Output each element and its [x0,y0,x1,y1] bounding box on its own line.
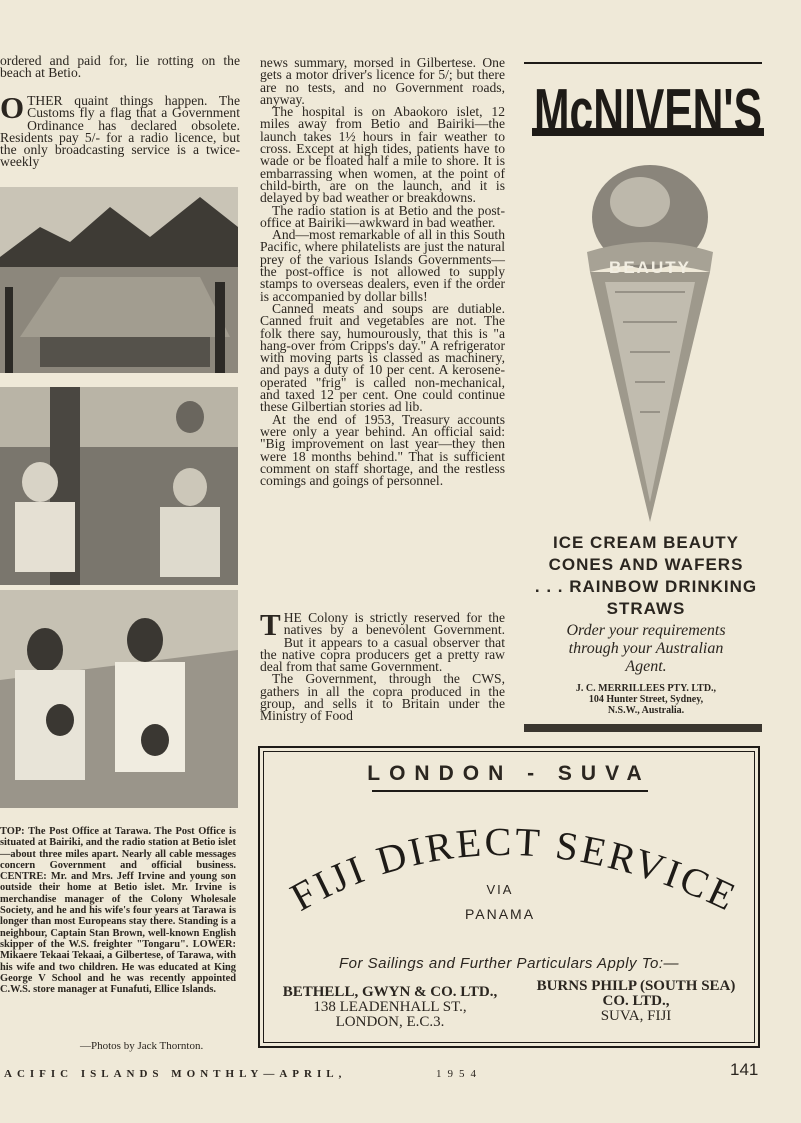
photo-credit: —Photos by Jack Thornton. [80,1040,204,1052]
mid-p2: The hospital is on Abaokoro islet, 12 miles away from Betio and Bairiki—the launch takes 1½ hours in fair weather to cross. Except at high tides, patients have to wade or be floated half a mile to shore. It is embarrassing when women, at the point of child-birth, are on the launch, and it is delayed by bad weather or breakdowns. [260,104,505,206]
mid-p6: At the end of 1953, Treasury accounts were only a year behind. An official said: "Big improvement on last year—they then were 18 months behind." That is sufficient comment on staff shortage, and the restless comings and goings of personnel. [260,411,505,489]
sailings-text: For Sailings and Further Particulars Apply To:— [338,955,680,972]
shipping-route: LONDON - SUVA [367,762,651,785]
mcnivens-brand: McNIVEN'S [534,77,762,144]
footer-year: 1954 [436,1068,482,1080]
mid-p4: And—most remarkable of all in this South Pacific, where philatelists are just the natural prey of the various Islands Governments—the post-office is not allowed to supply stamps to overseas dealers, even if the order is accompanied by dollar bills! [260,227,505,304]
route-underline [372,790,648,792]
photo-post-office [0,187,238,373]
mid-p8: The Government, through the CWS, gathers in all the copra produced in the group, and sells it to Britain under the Ministry of Food [260,671,505,724]
footer-magazine-name: ACIFIC ISLANDS MONTHLY—APRIL, [4,1068,347,1080]
photo-caption: TOP: The Post Office at Tarawa. The Post Office is situated at Bairiki, and the radio station at Betio islet—about three miles apart. Nearly all cable messages concern Government and official business. CENTRE: Mr. and Mrs. Jeff Irvine and young son outside their home at Betio islet. Mr. Irvine is merchandise manager of the Colony Wholesale Society, and he and his wife's four years at Tarawa is longer than most Europeans stay there. Standing is a neighbour, Captain Stan Brown, well-known English skipper of the W.S. freighter "Tongaru". LOWER: Mikaere Tekaai Tekaai, a Gilbertese, of Tarawa, with his wife and two children. He was educated at King George V School and he was recently appointed C.W.S. store manager at Funafuti, Ellice Islands. [0,826,236,996]
drop-cap: O [0,90,25,125]
mid-p3: The radio station is at Betio and the post-office at Bairiki—awkward in bad weather. [260,202,505,230]
cone-beauty-label: BEAUTY [609,258,691,277]
mcnivens-headline: ICE CREAM BEAUTY CONES AND WAFERS . . . RAINBOW DRINKING STRAWS [534,533,758,618]
agent-bethell: BETHELL, GWYN & CO. LTD., 138 LEADENHALL ST., LONDON, E.C.3. [282,984,498,1030]
ad-top-rule [524,62,762,64]
agent-burns-philp: BURNS PHILP (SOUTH SEA) CO. LTD., SUVA, FIJI [536,978,736,1024]
ice-cream-cone-image [585,162,715,532]
mcnivens-logo [532,72,764,144]
left-column-paragraph: OTHER quaint things happen. The Customs fly a flag that a Government Ordinance has declared obsolete. Residents pay 5/- for a radio licence, but the only broadcasting service is a twice-weekly [0,90,240,170]
middle-column [260,57,505,487]
mid-p1: news summary, morsed in Gilbertese. One gets a motor driver's licence for 5/; but there are no tests, and no Government roads, anyway. [260,55,505,107]
via-text: VIA [486,882,514,897]
mid-p5: Canned meats and soups are dutiable. Canned fruit and vegetables are not. The folk there say, humourously, that this is "a hang-over from Cripps's day." A refrigerator with moving parts is classed as machinery, and pays a duty of 10 per cent. A kerosene-operated "frig" is called non-mechanical, and taxed 12 per cent. One could continue these Gilbertian stories ad lib. [260,300,505,415]
photo-tekaai-family [0,590,238,808]
drop-cap-t: T [260,607,281,642]
arc-text: FIJI DIRECT SERVICE [282,818,745,921]
mcnivens-order-text: Order your requirements through your Australian Agent. [566,622,726,675]
photo-irvine-family [0,387,238,585]
middle-column-lower: THE Colony is strictly reserved for the natives by a benevolent Government. But it appears to a casual observer that the native copra producers get a pretty raw deal from that same Government. The Government, through the CWS, gathers in all the copra produced in the group, and sells it to Britain under the Ministry of Food [260,607,505,724]
mcnivens-agent: J. C. MERRILLEES PTY. LTD., 104 Hunter Street, Sydney, N.S.W., Australia. [575,683,717,716]
left-column-top-text: ordered and paid for, lie rotting on the beach at Betio. [0,53,240,81]
panama-text: PANAMA [464,906,536,922]
ad-bottom-rule [524,724,762,732]
page-number: 141 [730,1060,759,1079]
